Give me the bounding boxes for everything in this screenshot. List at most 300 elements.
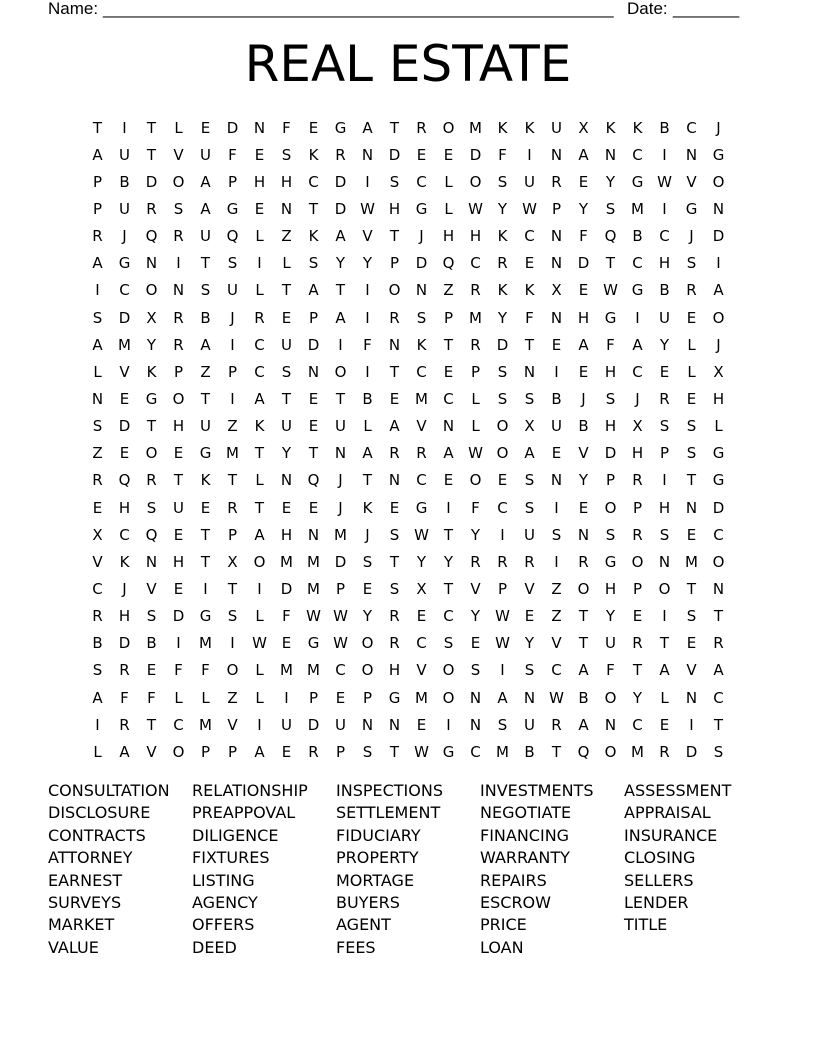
grid-letter[interactable]: W — [657, 172, 672, 191]
grid-letter[interactable]: R — [146, 471, 157, 490]
grid-letter[interactable]: B — [578, 688, 589, 707]
grid-letter[interactable]: W — [468, 444, 483, 463]
grid-letter[interactable]: H — [469, 227, 482, 246]
grid-letter[interactable]: V — [416, 661, 427, 680]
grid-letter[interactable]: Z — [227, 417, 238, 436]
grid-letter[interactable]: T — [443, 579, 454, 598]
grid-letter[interactable]: C — [254, 335, 265, 354]
grid-letter[interactable]: S — [308, 254, 319, 273]
grid-letter[interactable]: U — [551, 118, 562, 137]
grid-letter[interactable]: S — [389, 172, 400, 191]
grid-letter[interactable]: N — [577, 525, 590, 544]
grid-letter[interactable]: R — [659, 742, 670, 761]
grid-letter[interactable]: A — [524, 444, 535, 463]
grid-letter[interactable]: K — [524, 118, 535, 137]
grid-letter[interactable]: E — [686, 389, 697, 408]
grid-letter[interactable]: X — [227, 552, 238, 571]
grid-letter[interactable]: G — [442, 742, 455, 761]
grid-letter[interactable]: R — [389, 607, 400, 626]
grid-letter[interactable]: Z — [443, 281, 454, 300]
grid-letter[interactable]: O — [145, 444, 158, 463]
grid-letter[interactable]: P — [335, 579, 346, 598]
grid-letter[interactable]: A — [200, 172, 211, 191]
grid-letter[interactable]: W — [468, 199, 483, 218]
grid-letter[interactable]: W — [414, 742, 429, 761]
grid-letter[interactable]: G — [685, 199, 698, 218]
grid-letter[interactable]: D — [604, 444, 617, 463]
grid-letter[interactable]: O — [145, 281, 158, 300]
grid-letter[interactable]: T — [200, 389, 211, 408]
grid-letter[interactable]: S — [713, 742, 724, 761]
grid-letter[interactable]: N — [388, 715, 401, 734]
grid-letter[interactable]: A — [92, 335, 103, 354]
grid-letter[interactable]: C — [470, 254, 481, 273]
grid-letter[interactable]: B — [362, 389, 373, 408]
grid-letter[interactable]: A — [119, 742, 130, 761]
grid-letter[interactable]: R — [173, 308, 184, 327]
grid-letter[interactable]: O — [442, 688, 455, 707]
grid-letter[interactable]: G — [604, 552, 617, 571]
grid-letter[interactable]: I — [257, 254, 262, 273]
grid-letter[interactable]: E — [578, 172, 589, 191]
grid-letter[interactable]: R — [92, 471, 103, 490]
grid-letter[interactable]: S — [389, 525, 400, 544]
grid-letter[interactable]: L — [255, 661, 264, 680]
grid-letter[interactable]: V — [146, 742, 157, 761]
grid-letter[interactable]: N — [334, 444, 347, 463]
grid-letter[interactable]: F — [147, 688, 156, 707]
grid-letter[interactable]: V — [686, 172, 697, 191]
grid-letter[interactable]: M — [280, 552, 293, 571]
grid-letter[interactable]: E — [119, 444, 130, 463]
grid-letter[interactable]: H — [442, 227, 455, 246]
grid-letter[interactable]: M — [280, 661, 293, 680]
grid-letter[interactable]: G — [631, 172, 644, 191]
grid-letter[interactable]: O — [712, 552, 725, 571]
grid-letter[interactable]: B — [524, 742, 535, 761]
grid-letter[interactable]: T — [443, 525, 454, 544]
grid-letter[interactable]: A — [92, 145, 103, 164]
grid-letter[interactable]: Y — [470, 525, 481, 544]
grid-letter[interactable]: R — [173, 335, 184, 354]
grid-letter[interactable]: N — [469, 688, 482, 707]
grid-letter[interactable]: H — [118, 607, 131, 626]
grid-letter[interactable]: N — [685, 498, 698, 517]
grid-letter[interactable]: V — [686, 661, 697, 680]
grid-letter[interactable]: H — [280, 525, 293, 544]
grid-letter[interactable]: A — [578, 715, 589, 734]
grid-letter[interactable]: D — [334, 172, 347, 191]
grid-letter[interactable]: F — [120, 688, 129, 707]
grid-letter[interactable]: R — [470, 552, 481, 571]
grid-letter[interactable]: C — [173, 715, 184, 734]
grid-letter[interactable]: Q — [145, 227, 158, 246]
grid-letter[interactable]: T — [281, 281, 292, 300]
grid-letter[interactable]: L — [93, 362, 102, 381]
grid-letter[interactable]: Y — [632, 688, 643, 707]
grid-letter[interactable]: K — [254, 417, 265, 436]
grid-letter[interactable]: E — [578, 362, 589, 381]
grid-letter[interactable]: A — [308, 281, 319, 300]
grid-letter[interactable]: F — [579, 227, 588, 246]
grid-letter[interactable]: N — [523, 362, 536, 381]
grid-letter[interactable]: T — [632, 661, 643, 680]
grid-letter[interactable]: I — [662, 471, 667, 490]
grid-letter[interactable]: C — [254, 362, 265, 381]
grid-letter[interactable]: N — [658, 552, 671, 571]
grid-letter[interactable]: C — [443, 389, 454, 408]
grid-letter[interactable]: L — [471, 389, 480, 408]
grid-letter[interactable]: R — [470, 281, 481, 300]
grid-letter[interactable]: T — [389, 362, 400, 381]
grid-letter[interactable]: N — [91, 389, 104, 408]
grid-letter[interactable]: Z — [92, 444, 103, 463]
grid-letter[interactable]: B — [578, 417, 589, 436]
grid-letter[interactable]: G — [226, 199, 239, 218]
grid-letter[interactable]: R — [470, 335, 481, 354]
grid-letter[interactable]: X — [524, 417, 535, 436]
grid-letter[interactable]: E — [200, 118, 211, 137]
grid-letter[interactable]: N — [523, 688, 536, 707]
grid-letter[interactable]: O — [334, 362, 347, 381]
grid-letter[interactable]: S — [524, 471, 535, 490]
grid-letter[interactable]: E — [281, 498, 292, 517]
grid-letter[interactable]: C — [632, 362, 643, 381]
grid-letter[interactable]: B — [551, 389, 562, 408]
grid-letter[interactable]: S — [686, 254, 697, 273]
grid-letter[interactable]: A — [443, 444, 454, 463]
grid-letter[interactable]: A — [713, 281, 724, 300]
grid-letter[interactable]: L — [255, 281, 264, 300]
grid-letter[interactable]: W — [603, 281, 618, 300]
grid-letter[interactable]: T — [389, 742, 400, 761]
grid-letter[interactable]: F — [606, 661, 615, 680]
grid-letter[interactable]: N — [253, 118, 266, 137]
grid-letter[interactable]: F — [282, 607, 291, 626]
grid-letter[interactable]: B — [632, 227, 643, 246]
grid-letter[interactable]: O — [469, 471, 482, 490]
grid-letter[interactable]: O — [496, 444, 509, 463]
grid-letter[interactable]: P — [335, 742, 346, 761]
grid-letter[interactable]: A — [200, 199, 211, 218]
grid-letter[interactable]: S — [416, 308, 427, 327]
grid-letter[interactable]: E — [308, 118, 319, 137]
grid-letter[interactable]: E — [200, 498, 211, 517]
grid-letter[interactable]: R — [389, 444, 400, 463]
grid-letter[interactable]: A — [200, 335, 211, 354]
grid-letter[interactable]: J — [419, 227, 424, 246]
grid-letter[interactable]: M — [415, 389, 428, 408]
grid-letter[interactable]: Y — [497, 308, 508, 327]
grid-letter[interactable]: A — [578, 145, 589, 164]
grid-letter[interactable]: O — [712, 172, 725, 191]
grid-letter[interactable]: N — [361, 145, 374, 164]
grid-letter[interactable]: C — [632, 254, 643, 273]
date-field-line[interactable]: _______ — [673, 0, 740, 18]
grid-letter[interactable]: Q — [442, 254, 455, 273]
grid-letter[interactable]: Q — [307, 471, 320, 490]
grid-letter[interactable]: L — [471, 417, 480, 436]
grid-letter[interactable]: T — [443, 335, 454, 354]
grid-letter[interactable]: A — [362, 444, 373, 463]
grid-letter[interactable]: M — [307, 552, 320, 571]
grid-letter[interactable]: Q — [226, 227, 239, 246]
grid-letter[interactable]: E — [146, 661, 157, 680]
grid-letter[interactable]: I — [230, 389, 235, 408]
grid-letter[interactable]: P — [605, 471, 616, 490]
grid-letter[interactable]: P — [551, 199, 562, 218]
grid-letter[interactable]: G — [415, 199, 428, 218]
grid-letter[interactable]: E — [173, 579, 184, 598]
grid-letter[interactable]: S — [146, 498, 157, 517]
grid-letter[interactable]: I — [122, 118, 127, 137]
grid-letter[interactable]: P — [227, 525, 238, 544]
grid-letter[interactable]: Y — [659, 335, 670, 354]
grid-letter[interactable]: G — [631, 281, 644, 300]
grid-letter[interactable]: X — [578, 118, 589, 137]
grid-letter[interactable]: H — [172, 417, 185, 436]
grid-letter[interactable]: K — [605, 118, 616, 137]
grid-letter[interactable]: W — [360, 199, 375, 218]
grid-letter[interactable]: N — [685, 145, 698, 164]
grid-letter[interactable]: Y — [416, 552, 427, 571]
grid-letter[interactable]: R — [497, 552, 508, 571]
grid-letter[interactable]: M — [415, 688, 428, 707]
grid-letter[interactable]: A — [389, 417, 400, 436]
grid-letter[interactable]: K — [308, 227, 319, 246]
grid-letter[interactable]: U — [200, 227, 211, 246]
grid-letter[interactable]: J — [122, 579, 127, 598]
grid-letter[interactable]: C — [416, 471, 427, 490]
grid-letter[interactable]: E — [281, 308, 292, 327]
grid-letter[interactable]: K — [497, 281, 508, 300]
grid-letter[interactable]: U — [173, 498, 184, 517]
grid-letter[interactable]: M — [307, 661, 320, 680]
grid-letter[interactable]: P — [308, 308, 319, 327]
grid-letter[interactable]: E — [416, 145, 427, 164]
grid-letter[interactable]: R — [227, 498, 238, 517]
grid-letter[interactable]: C — [443, 607, 454, 626]
grid-letter[interactable]: E — [632, 607, 643, 626]
grid-letter[interactable]: U — [524, 715, 535, 734]
grid-letter[interactable]: I — [662, 199, 667, 218]
grid-letter[interactable]: J — [230, 308, 235, 327]
grid-letter[interactable]: R — [497, 254, 508, 273]
grid-letter[interactable]: N — [712, 199, 725, 218]
grid-letter[interactable]: S — [524, 498, 535, 517]
grid-letter[interactable]: A — [578, 661, 589, 680]
grid-letter[interactable]: N — [388, 471, 401, 490]
grid-letter[interactable]: P — [659, 444, 670, 463]
grid-letter[interactable]: P — [389, 254, 400, 273]
grid-letter[interactable]: Z — [281, 227, 292, 246]
grid-letter[interactable]: H — [253, 172, 266, 191]
grid-letter[interactable]: L — [201, 688, 210, 707]
grid-letter[interactable]: D — [307, 715, 320, 734]
grid-letter[interactable]: N — [361, 715, 374, 734]
grid-letter[interactable]: T — [578, 607, 589, 626]
grid-letter[interactable]: C — [416, 634, 427, 653]
grid-letter[interactable]: L — [444, 172, 453, 191]
grid-letter[interactable]: O — [361, 634, 374, 653]
grid-letter[interactable]: H — [388, 199, 401, 218]
grid-letter[interactable]: C — [632, 145, 643, 164]
grid-letter[interactable]: N — [280, 471, 293, 490]
grid-letter[interactable]: P — [308, 688, 319, 707]
grid-letter[interactable]: O — [442, 118, 455, 137]
grid-letter[interactable]: L — [444, 199, 453, 218]
grid-letter[interactable]: U — [200, 417, 211, 436]
grid-letter[interactable]: E — [308, 417, 319, 436]
grid-letter[interactable]: H — [604, 362, 617, 381]
grid-letter[interactable]: J — [635, 389, 640, 408]
grid-letter[interactable]: R — [389, 308, 400, 327]
grid-letter[interactable]: F — [498, 145, 507, 164]
grid-letter[interactable]: C — [119, 281, 130, 300]
grid-letter[interactable]: E — [578, 281, 589, 300]
grid-letter[interactable]: O — [172, 389, 185, 408]
grid-letter[interactable]: L — [660, 688, 669, 707]
grid-letter[interactable]: I — [446, 498, 451, 517]
grid-letter[interactable]: S — [686, 417, 697, 436]
grid-letter[interactable]: I — [689, 715, 694, 734]
grid-letter[interactable]: D — [415, 254, 428, 273]
grid-letter[interactable]: M — [226, 444, 239, 463]
grid-letter[interactable]: Y — [146, 335, 157, 354]
grid-letter[interactable]: P — [227, 742, 238, 761]
grid-letter[interactable]: B — [146, 634, 157, 653]
grid-letter[interactable]: Y — [443, 552, 454, 571]
grid-letter[interactable]: T — [200, 254, 211, 273]
grid-letter[interactable]: V — [173, 145, 184, 164]
grid-letter[interactable]: S — [497, 389, 508, 408]
grid-letter[interactable]: D — [145, 172, 158, 191]
grid-letter[interactable]: P — [497, 579, 508, 598]
grid-letter[interactable]: O — [631, 552, 644, 571]
grid-letter[interactable]: G — [145, 389, 158, 408]
grid-letter[interactable]: R — [659, 389, 670, 408]
grid-letter[interactable]: R — [146, 199, 157, 218]
grid-letter[interactable]: U — [200, 145, 211, 164]
grid-letter[interactable]: R — [551, 172, 562, 191]
grid-letter[interactable]: P — [470, 362, 481, 381]
grid-letter[interactable]: N — [604, 145, 617, 164]
grid-letter[interactable]: W — [495, 607, 510, 626]
grid-letter[interactable]: N — [550, 308, 563, 327]
grid-letter[interactable]: U — [551, 417, 562, 436]
grid-letter[interactable]: L — [687, 362, 696, 381]
grid-letter[interactable]: N — [307, 362, 320, 381]
grid-letter[interactable]: I — [554, 552, 559, 571]
grid-letter[interactable]: V — [227, 715, 238, 734]
grid-letter[interactable]: U — [119, 145, 130, 164]
grid-letter[interactable]: F — [471, 498, 480, 517]
grid-letter[interactable]: R — [389, 634, 400, 653]
grid-letter[interactable]: R — [416, 444, 427, 463]
grid-letter[interactable]: J — [716, 118, 721, 137]
grid-letter[interactable]: Y — [362, 254, 373, 273]
grid-letter[interactable]: R — [173, 227, 184, 246]
grid-letter[interactable]: V — [146, 579, 157, 598]
grid-letter[interactable]: E — [686, 634, 697, 653]
grid-letter[interactable]: T — [146, 417, 157, 436]
grid-letter[interactable]: H — [172, 552, 185, 571]
grid-letter[interactable]: W — [252, 634, 267, 653]
grid-letter[interactable]: S — [362, 742, 373, 761]
grid-letter[interactable]: S — [92, 661, 103, 680]
grid-letter[interactable]: O — [577, 579, 590, 598]
grid-letter[interactable]: N — [307, 525, 320, 544]
grid-letter[interactable]: R — [92, 227, 103, 246]
grid-letter[interactable]: W — [522, 199, 537, 218]
grid-letter[interactable]: U — [524, 525, 535, 544]
grid-letter[interactable]: P — [632, 498, 643, 517]
grid-letter[interactable]: M — [118, 335, 131, 354]
grid-letter[interactable]: C — [713, 688, 724, 707]
grid-letter[interactable]: C — [308, 172, 319, 191]
grid-letter[interactable]: K — [497, 118, 508, 137]
grid-letter[interactable]: K — [308, 145, 319, 164]
grid-letter[interactable]: K — [524, 281, 535, 300]
grid-letter[interactable]: T — [335, 281, 346, 300]
grid-letter[interactable]: Y — [578, 199, 589, 218]
grid-letter[interactable]: W — [333, 634, 348, 653]
grid-letter[interactable]: X — [416, 579, 427, 598]
grid-letter[interactable]: M — [199, 634, 212, 653]
grid-letter[interactable]: H — [658, 498, 671, 517]
grid-letter[interactable]: E — [173, 525, 184, 544]
grid-letter[interactable]: M — [334, 525, 347, 544]
grid-letter[interactable]: S — [686, 607, 697, 626]
grid-letter[interactable]: S — [686, 444, 697, 463]
grid-letter[interactable]: E — [389, 389, 400, 408]
grid-letter[interactable]: J — [689, 227, 694, 246]
grid-letter[interactable]: E — [308, 389, 319, 408]
grid-letter[interactable]: H — [712, 389, 725, 408]
grid-letter[interactable]: T — [389, 552, 400, 571]
grid-letter[interactable]: O — [604, 498, 617, 517]
grid-letter[interactable]: L — [255, 471, 264, 490]
grid-letter[interactable]: A — [578, 335, 589, 354]
grid-letter[interactable]: E — [92, 498, 103, 517]
grid-letter[interactable]: S — [659, 525, 670, 544]
grid-letter[interactable]: T — [200, 525, 211, 544]
grid-letter[interactable]: T — [146, 715, 157, 734]
grid-letter[interactable]: L — [687, 335, 696, 354]
grid-letter[interactable]: B — [200, 308, 211, 327]
grid-letter[interactable]: P — [443, 308, 454, 327]
grid-letter[interactable]: O — [172, 172, 185, 191]
grid-letter[interactable]: I — [662, 607, 667, 626]
grid-letter[interactable]: E — [281, 742, 292, 761]
grid-letter[interactable]: S — [281, 145, 292, 164]
grid-letter[interactable]: E — [281, 634, 292, 653]
grid-letter[interactable]: A — [254, 389, 265, 408]
grid-letter[interactable]: L — [174, 118, 183, 137]
grid-letter[interactable]: U — [281, 335, 292, 354]
grid-letter[interactable]: S — [497, 715, 508, 734]
grid-letter[interactable]: R — [416, 118, 427, 137]
grid-letter[interactable]: S — [92, 308, 103, 327]
grid-letter[interactable]: S — [389, 579, 400, 598]
grid-letter[interactable]: D — [118, 417, 131, 436]
grid-letter[interactable]: T — [389, 118, 400, 137]
name-field-line[interactable]: ______________________________________________________ — [103, 0, 614, 18]
grid-letter[interactable]: N — [604, 715, 617, 734]
grid-letter[interactable]: O — [469, 172, 482, 191]
grid-letter[interactable]: K — [632, 118, 643, 137]
grid-letter[interactable]: Y — [470, 607, 481, 626]
